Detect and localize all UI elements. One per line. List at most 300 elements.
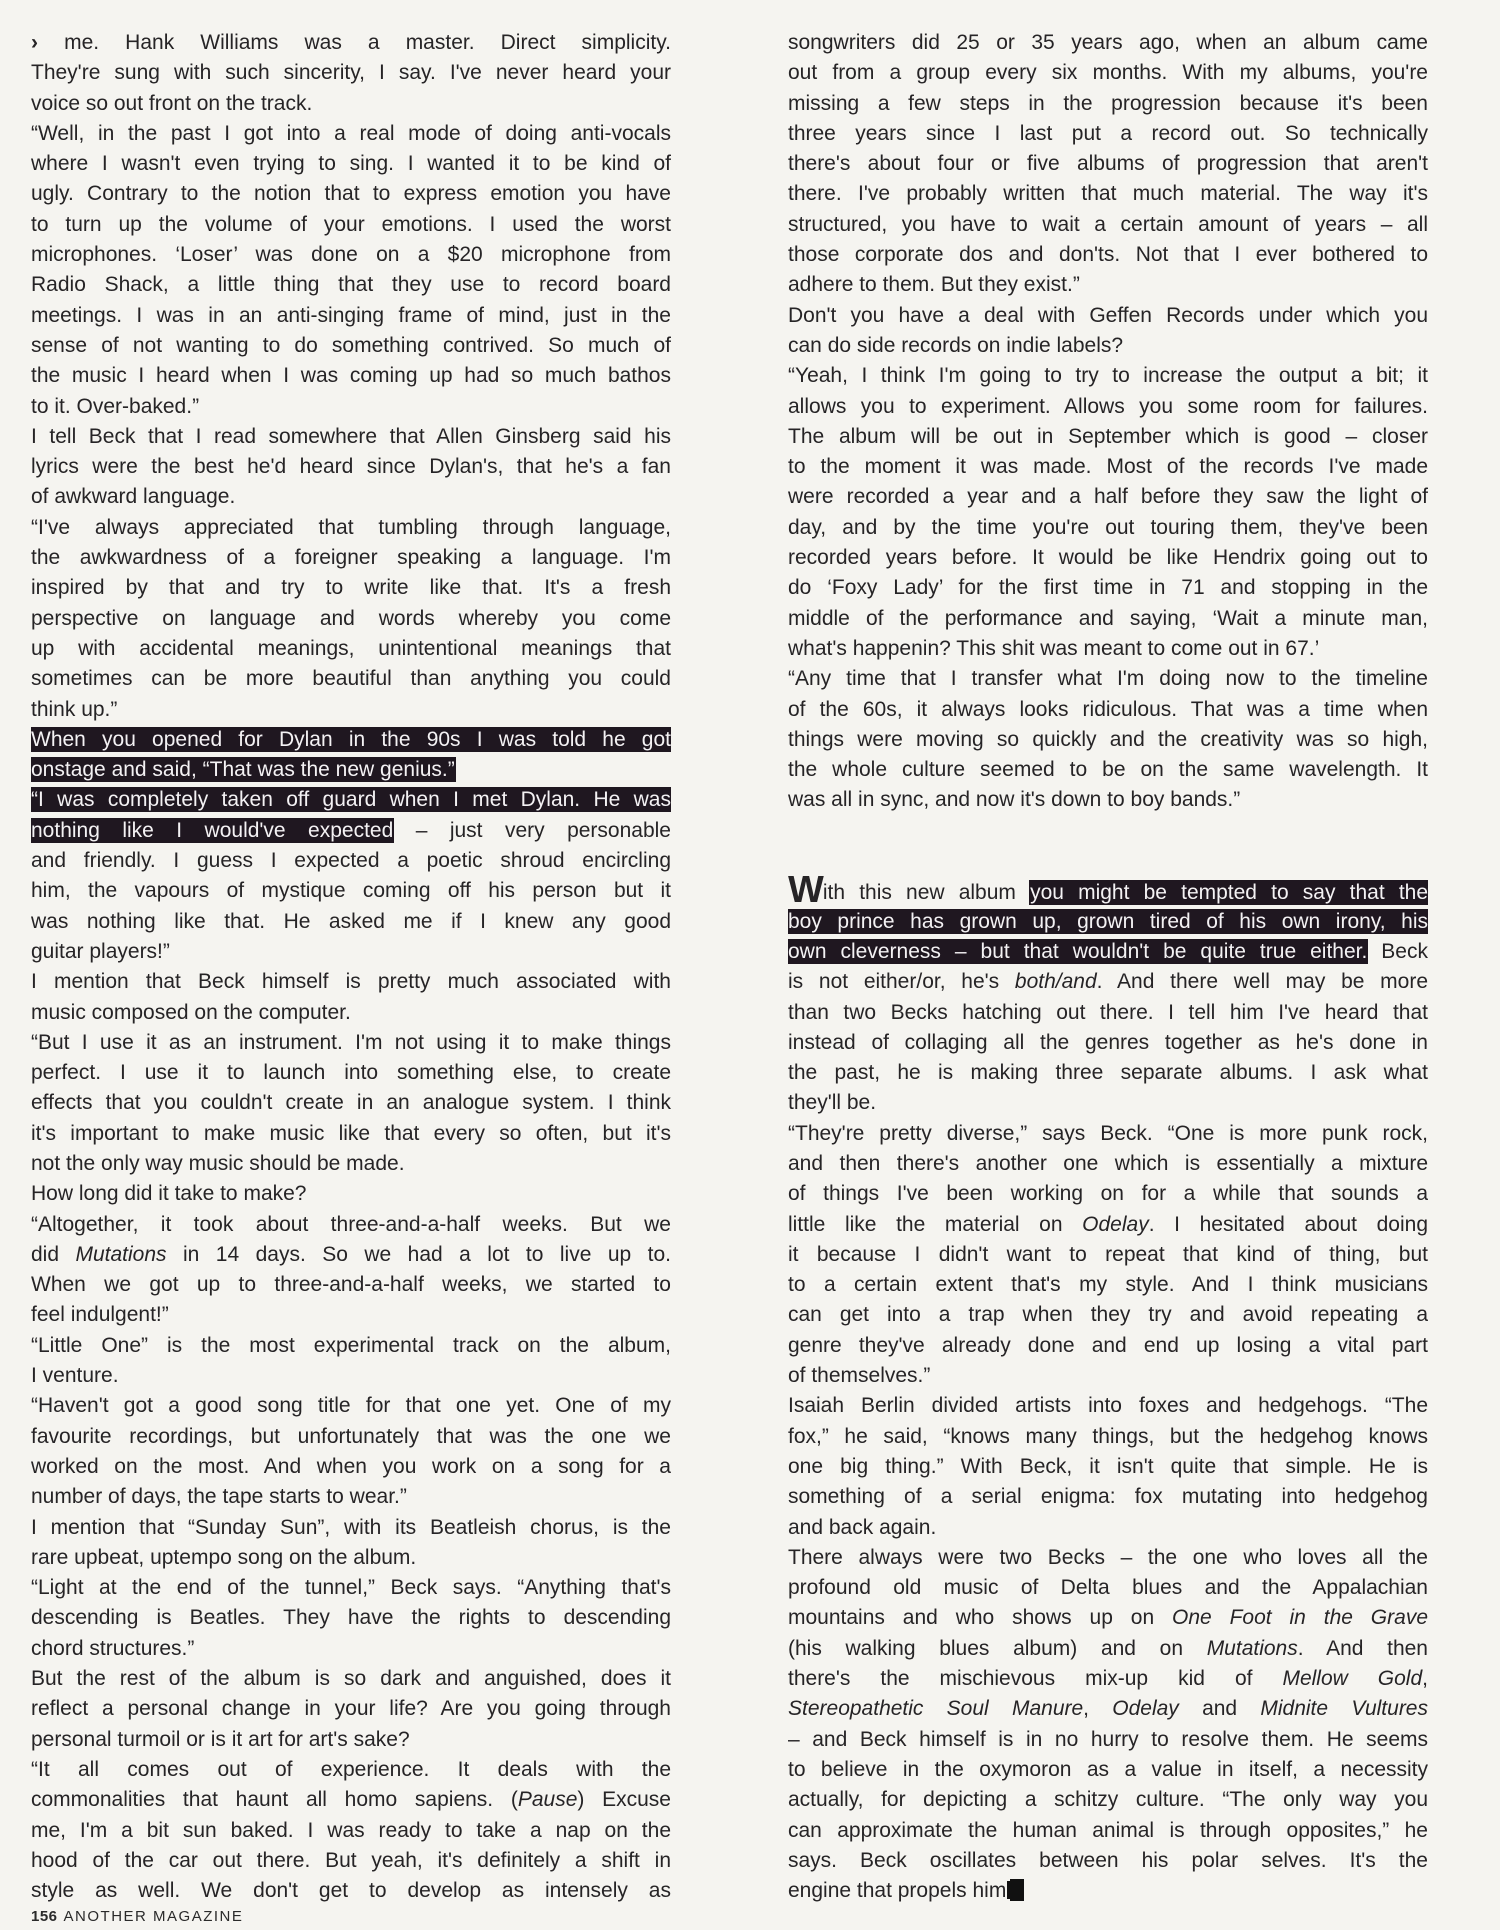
text-line: [31, 1664, 671, 1694]
paragraph: [31, 1179, 671, 1209]
text-segment: to the moment it was made. Most of the records I've made: [788, 455, 1428, 479]
text-line: [31, 1816, 671, 1846]
text-segment: ith this new album: [822, 881, 1031, 905]
end-of-article-icon: [1010, 1879, 1024, 1901]
text-segment: you might be tempted to say that the: [1030, 881, 1428, 905]
text-line: [31, 937, 671, 967]
text-segment: I venture.: [31, 1364, 119, 1388]
text-line: [788, 1785, 1428, 1815]
paragraph: [31, 1210, 671, 1331]
paragraph: [31, 967, 671, 1028]
text-segment: to a certain extent that's my style. And I think musicians: [788, 1273, 1428, 1297]
text-segment: it because I didn't want to repeat that kind of thing, but: [788, 1242, 1428, 1266]
text-segment: of the 60s, it always looks ridiculous. That was a time when: [788, 697, 1428, 721]
text-segment: actually, for depicting a schitzy culture. “The only way you: [788, 1788, 1428, 1812]
text-segment: I tell Beck that I read somewhere that Allen Ginsberg said his: [31, 424, 671, 448]
drop-cap: W: [788, 876, 822, 907]
text-segment: reflect a personal change in your life? Are you going through: [31, 1697, 671, 1721]
text-line: [31, 89, 671, 119]
text-line: [788, 664, 1428, 694]
text-segment: meetings. I was in an anti-singing frame of mind, just in the: [31, 303, 671, 327]
text-segment: number of days, the tape starts to wear.”: [31, 1485, 407, 1509]
text-segment: “Little One” is the most experimental track on the album,: [31, 1333, 671, 1357]
text-line: [788, 1694, 1428, 1724]
text-line: [788, 1179, 1428, 1209]
text-segment: recorded years before. It would be like Hendrix going out to: [788, 546, 1428, 570]
text-line: [788, 634, 1428, 664]
text-segment: sense of not wanting to do something contrived. So much of: [31, 333, 671, 357]
text-segment: Beck: [1367, 939, 1428, 963]
text-line: [31, 725, 671, 755]
text-line: [788, 89, 1428, 119]
paragraph: [31, 513, 671, 725]
text-segment: me, I'm a bit sun baked. I was ready to take a nap on the: [31, 1818, 671, 1842]
text-line: [31, 634, 671, 664]
text-segment: the music I heard when I was coming up had so much bathos: [31, 364, 671, 388]
text-segment: not the only way music should be made.: [31, 1151, 405, 1175]
text-line: [788, 1876, 1428, 1906]
text-segment: where I wasn't even trying to sing. I wanted it to be kind of: [31, 152, 671, 176]
text-segment: chord structures.”: [31, 1636, 195, 1660]
text-segment: boy prince has grown up, grown tired of his own irony, his: [788, 909, 1428, 933]
text-segment: commonalities that haunt all homo sapiens. (: [31, 1788, 518, 1812]
text-segment: up with accidental meanings, unintentional meanings that: [31, 636, 671, 660]
text-segment: think up.”: [31, 697, 118, 721]
text-segment: engine that propels him: [788, 1879, 1007, 1903]
text-segment: They're sung with such sincerity, I say. I've never heard your: [31, 61, 671, 85]
paragraph: [31, 422, 671, 513]
text-line: [31, 149, 671, 179]
text-segment: three years since I last put a record out. So technically: [788, 121, 1428, 145]
text-segment: and friendly. I guess I expected a poetic shroud encircling: [31, 849, 671, 873]
text-segment: and then there's another one which is essentially a mixture: [788, 1151, 1428, 1175]
highlighted-quote: [31, 728, 671, 751]
text-line: [788, 1452, 1428, 1482]
publication-name: ANOTHER MAGAZINE: [63, 1908, 244, 1925]
text-segment: “I was completely taken off guard when I met Dylan. He was: [31, 788, 671, 812]
highlighted-quote: [31, 819, 393, 842]
paragraph: [788, 664, 1428, 815]
text-line: [788, 58, 1428, 88]
text-segment: out from a group every six months. With my albums, you're: [788, 61, 1428, 85]
text-line: [788, 604, 1428, 634]
text-segment: allows you to experiment. Allows you some room for failures.: [788, 394, 1428, 418]
text-segment: the past, he is making three separate albums. I ask what: [788, 1061, 1428, 1085]
text-line: [788, 28, 1428, 58]
text-line: [788, 1846, 1428, 1876]
text-line: [31, 543, 671, 573]
text-segment: “They're pretty diverse,” says Beck. “One is more punk rock,: [788, 1121, 1428, 1145]
text-segment: there. I've probably written that much material. The way it's: [788, 182, 1428, 206]
text-line: [788, 1755, 1428, 1785]
text-segment: there's about four or five albums of progression that aren't: [788, 152, 1428, 176]
text-segment: those corporate dos and don'ts. Not that I ever bothered to: [788, 243, 1428, 267]
text-line: [31, 998, 671, 1028]
text-segment: “Any time that I transfer what I'm doing now to the timeline: [788, 667, 1428, 691]
text-segment: music composed on the computer.: [31, 1000, 351, 1024]
text-line: [31, 392, 671, 422]
paragraph: [31, 785, 671, 967]
text-line: [31, 422, 671, 452]
text-line: [31, 1240, 671, 1270]
text-line: [31, 755, 671, 785]
text-segment: inspired by that and try to write like that. It's a fresh: [31, 576, 671, 600]
text-line: [31, 1300, 671, 1330]
text-segment: was nothing like that. He asked me if I knew any good: [31, 909, 671, 933]
text-segment: day, and by the time you're out touring them, they've been: [788, 515, 1428, 539]
text-line: [788, 1149, 1428, 1179]
text-line: [31, 28, 671, 58]
text-line: [31, 846, 671, 876]
text-line: [788, 1300, 1428, 1330]
text-line: [788, 1664, 1428, 1694]
text-segment: mountains and who shows up on: [788, 1606, 1173, 1630]
text-line: [788, 785, 1428, 815]
text-segment: little like the material on: [788, 1212, 1083, 1236]
text-line: [788, 1210, 1428, 1240]
text-line: [31, 58, 671, 88]
text-segment: . I hesitated about doing: [1148, 1212, 1428, 1236]
text-segment: – and Beck himself is in no hurry to resolve them. He seems: [788, 1727, 1428, 1751]
text-segment: there's the mischievous mix-up kid of: [788, 1667, 1283, 1691]
text-segment: can get into a trap when they try and avoid repeating a: [788, 1303, 1428, 1327]
text-line: [788, 755, 1428, 785]
text-segment: hood of the car out there. But yeah, it's definitely a shift in: [31, 1848, 671, 1872]
text-segment: of awkward language.: [31, 485, 236, 509]
text-segment: instead of collaging all the genres together as he's done in: [788, 1030, 1428, 1054]
italic-title: Odelay: [1082, 1212, 1149, 1236]
text-line: [788, 1634, 1428, 1664]
text-line: [788, 301, 1428, 331]
text-segment: voice so out front on the track.: [31, 91, 313, 115]
paragraph: [31, 1028, 671, 1179]
italic-title: One Foot in the Grave: [1172, 1606, 1428, 1630]
text-line: [788, 1119, 1428, 1149]
text-line: [788, 1331, 1428, 1361]
text-segment: in 14 days. So we had a lot to live up to.: [166, 1242, 671, 1266]
text-line: [788, 1361, 1428, 1391]
text-line: [31, 1573, 671, 1603]
paragraph: [31, 119, 671, 422]
page-footer: [31, 1908, 243, 1925]
italic-title: both/and: [1014, 970, 1097, 994]
text-segment: “It all comes out of experience. It deals with the: [31, 1757, 671, 1781]
text-line: [31, 513, 671, 543]
text-segment: to turn up the volume of your emotions. I used the worst: [31, 212, 671, 236]
text-line: [31, 1603, 671, 1633]
text-segment: . And there well may be more: [1096, 970, 1428, 994]
text-line: [788, 573, 1428, 603]
article-column-left: [31, 28, 671, 1906]
text-line: [31, 1088, 671, 1118]
paragraph: [31, 1664, 671, 1755]
paragraph: [788, 361, 1428, 664]
text-segment: ,: [1083, 1697, 1113, 1721]
text-segment: – just very personable: [393, 818, 671, 842]
text-line: [788, 452, 1428, 482]
text-line: [31, 907, 671, 937]
highlighted-quote: [1030, 881, 1428, 904]
text-line: [31, 482, 671, 512]
text-segment: something of a serial enigma: fox mutating into hedgehog: [788, 1485, 1428, 1509]
text-line: [31, 301, 671, 331]
text-line: [31, 1270, 671, 1300]
text-line: [31, 1119, 671, 1149]
text-segment: favourite recordings, but unfortunately that was the one we: [31, 1424, 671, 1448]
text-line: [31, 1391, 671, 1421]
text-segment: profound old music of Delta blues and the Appalachian: [788, 1576, 1428, 1600]
text-line: [788, 876, 1428, 906]
text-segment: they'll be.: [788, 1091, 877, 1115]
text-line: [788, 1573, 1428, 1603]
text-line: [788, 1725, 1428, 1755]
text-line: [31, 179, 671, 209]
text-segment: “Altogether, it took about three-and-a-half weeks. But we: [31, 1212, 671, 1236]
paragraph: [788, 28, 1428, 301]
text-line: [31, 573, 671, 603]
paragraph: [788, 1391, 1428, 1542]
text-line: [31, 967, 671, 997]
paragraph: [788, 1543, 1428, 1907]
text-segment: perspective on language and words whereby you come: [31, 606, 671, 630]
text-line: [31, 1694, 671, 1724]
text-segment: can do side records on indie labels?: [788, 333, 1124, 357]
text-segment: middle of the performance and saying, ‘Wait a minute man,: [788, 606, 1428, 630]
text-segment: “But I use it as an instrument. I'm not using it to make things: [31, 1030, 671, 1054]
text-segment: nothing like I would've expected: [31, 818, 394, 842]
text-segment: one big thing.” With Beck, it isn't quite that simple. He is: [788, 1454, 1428, 1478]
text-line: [788, 119, 1428, 149]
paragraph: [31, 1573, 671, 1664]
text-line: [31, 604, 671, 634]
text-line: [788, 967, 1428, 997]
text-line: [31, 1179, 671, 1209]
text-segment: I mention that Beck himself is pretty much associated with: [31, 970, 671, 994]
text-segment: me. Hank Williams was a master. Direct simplicity.: [64, 31, 671, 54]
text-segment: “Light at the end of the tunnel,” Beck says. “Anything that's: [31, 1576, 671, 1600]
text-line: [788, 1240, 1428, 1270]
text-segment: When you opened for Dylan in the 90s I was told he got: [31, 727, 671, 751]
text-segment: genre they've already done and end up losing a vital part: [788, 1333, 1428, 1357]
text-segment: sometimes can be more beautiful than anything you could: [31, 667, 671, 691]
text-line: [31, 1028, 671, 1058]
text-segment: . And then: [1297, 1636, 1428, 1660]
text-segment: fox,” he said, “knows many things, but the hedgehog knows: [788, 1424, 1428, 1448]
text-segment: and: [1178, 1697, 1261, 1721]
text-segment: structured, you have to wait a certain amount of years – all: [788, 212, 1428, 236]
highlighted-quote: [31, 758, 455, 781]
text-segment: did: [31, 1242, 76, 1266]
text-segment: ugly. Contrary to the notion that to express emotion you have: [31, 182, 671, 206]
text-line: [788, 1270, 1428, 1300]
text-segment: rare upbeat, uptempo song on the album.: [31, 1545, 417, 1569]
text-segment: do ‘Foxy Lady’ for the first time in 71 and stopping in the: [788, 576, 1428, 600]
text-segment: (his walking blues album) and on: [788, 1636, 1207, 1660]
text-line: [788, 907, 1428, 937]
paragraph: [788, 301, 1428, 362]
text-line: [31, 1876, 671, 1906]
text-segment: than two Becks hatching out there. I tell him I've heard that: [788, 1000, 1428, 1024]
text-line: [31, 1422, 671, 1452]
text-segment: of themselves.”: [788, 1364, 931, 1388]
text-line: [788, 1816, 1428, 1846]
text-line: [788, 1482, 1428, 1512]
text-segment: feel indulgent!”: [31, 1303, 169, 1327]
text-segment: How long did it take to make?: [31, 1182, 307, 1206]
text-segment: “Yeah, I think I'm going to try to increase the output a bit; it: [788, 364, 1428, 388]
text-line: [788, 1543, 1428, 1573]
text-line: [31, 1482, 671, 1512]
paragraph: [31, 725, 671, 786]
text-segment: Radio Shack, a little thing that they use to record board: [31, 273, 671, 297]
text-line: [31, 1210, 671, 1240]
text-segment: “Haven't got a good song title for that one yet. One of my: [31, 1394, 671, 1418]
text-line: [788, 179, 1428, 209]
text-line: [31, 1513, 671, 1543]
text-line: [31, 331, 671, 361]
text-segment: I mention that “Sunday Sun”, with its Beatleish chorus, is the: [31, 1515, 671, 1539]
text-segment: to it. Over-baked.”: [31, 394, 200, 418]
text-line: [788, 1028, 1428, 1058]
continued-arrow-icon: ›: [31, 31, 65, 54]
text-line: [31, 1361, 671, 1391]
text-line: [31, 816, 671, 846]
italic-title: Pause: [517, 1788, 578, 1812]
text-segment: ) Excuse: [577, 1788, 671, 1812]
text-segment: The album will be out in September which is good – closer: [788, 424, 1428, 448]
text-segment: onstage and said, “That was the new genius.”: [31, 758, 455, 782]
text-line: [788, 361, 1428, 391]
text-line: [31, 785, 671, 815]
text-line: [788, 482, 1428, 512]
text-line: [31, 664, 671, 694]
text-line: [788, 1422, 1428, 1452]
text-segment: was all in sync, and now it's down to boy bands.”: [788, 788, 1241, 812]
paragraph: [31, 1513, 671, 1574]
text-line: [788, 240, 1428, 270]
text-line: [31, 1149, 671, 1179]
text-line: [788, 1391, 1428, 1421]
text-segment: “Well, in the past I got into a real mode of doing anti-vocals: [31, 121, 671, 145]
paragraph: [31, 28, 671, 119]
text-segment: were recorded a year and a half before they saw the light of: [788, 485, 1428, 509]
italic-title: Mellow Gold: [1282, 1667, 1423, 1691]
text-line: [31, 452, 671, 482]
article-column-right: [788, 28, 1428, 1906]
text-segment: There always were two Becks – the one who loves all the: [788, 1545, 1428, 1569]
section-break: [788, 816, 1428, 877]
text-segment: adhere to them. But they exist.”: [788, 273, 1080, 297]
text-segment: own cleverness – but that wouldn't be quite true either.: [788, 939, 1368, 963]
text-segment: the awkwardness of a foreigner speaking a language. I'm: [31, 546, 671, 570]
text-segment: But the rest of the album is so dark and anguished, does it: [31, 1667, 671, 1691]
text-line: [31, 876, 671, 906]
paragraph: [788, 1119, 1428, 1392]
text-segment: guitar players!”: [31, 939, 170, 963]
text-segment: says. Beck oscillates between his polar selves. It's the: [788, 1848, 1428, 1872]
highlighted-quote: [788, 910, 1428, 933]
text-line: [788, 422, 1428, 452]
text-line: [788, 1058, 1428, 1088]
text-line: [31, 1058, 671, 1088]
paragraph: [788, 876, 1428, 1118]
text-line: [31, 210, 671, 240]
text-line: [31, 119, 671, 149]
text-segment: Don't you have a deal with Geffen Records under which you: [788, 303, 1428, 327]
paragraph: [31, 1331, 671, 1392]
text-segment: things were moving so quickly and the creativity was so high,: [788, 727, 1428, 751]
text-segment: lyrics were the best he'd heard since Dylan's, that he's a fan: [31, 455, 671, 479]
text-segment: ,: [1422, 1667, 1428, 1691]
text-line: [788, 270, 1428, 300]
text-line: [31, 1725, 671, 1755]
italic-title: Stereopathetic Soul Manure: [788, 1697, 1084, 1721]
italic-title: Mutations: [75, 1242, 167, 1266]
page-number: 156: [31, 1908, 58, 1925]
text-line: [788, 725, 1428, 755]
text-line: [31, 1846, 671, 1876]
text-line: [31, 695, 671, 725]
text-segment: him, the vapours of mystique coming off his person but it: [31, 879, 671, 903]
text-segment: missing a few steps in the progression because it's been: [788, 91, 1428, 115]
text-line: [788, 392, 1428, 422]
text-segment: to believe in the oxymoron as a value in itself, a necessity: [788, 1757, 1428, 1781]
text-segment: the whole culture seemed to be on the same wavelength. It: [788, 758, 1428, 782]
highlighted-quote: [788, 940, 1367, 963]
text-line: [788, 149, 1428, 179]
text-segment: it's important to make music like that every so often, but it's: [31, 1121, 671, 1145]
text-segment: worked on the most. And when you work on a song for a: [31, 1454, 671, 1478]
text-segment: descending is Beatles. They have the rights to descending: [31, 1606, 671, 1630]
italic-title: Odelay: [1112, 1697, 1179, 1721]
paragraph: [31, 1755, 671, 1906]
text-segment: perfect. I use it to launch into something else, to create: [31, 1061, 671, 1085]
text-line: [31, 1785, 671, 1815]
text-line: [788, 998, 1428, 1028]
text-line: [788, 695, 1428, 725]
text-line: [788, 210, 1428, 240]
text-line: [31, 1452, 671, 1482]
text-segment: personal turmoil or is it art for art's sake?: [31, 1727, 410, 1751]
text-line: [788, 1088, 1428, 1118]
text-segment: what's happenin? This shit was meant to come out in 67.’: [788, 636, 1320, 660]
text-line: [31, 361, 671, 391]
text-segment: can approximate the human animal is through opposites,” he: [788, 1818, 1428, 1842]
text-line: [788, 1513, 1428, 1543]
text-segment: “I've always appreciated that tumbling through language,: [31, 515, 671, 539]
text-line: [788, 543, 1428, 573]
text-line: [31, 240, 671, 270]
highlighted-quote: [31, 788, 671, 811]
text-line: [31, 1755, 671, 1785]
text-segment: Isaiah Berlin divided artists into foxes and hedgehogs. “The: [788, 1394, 1428, 1418]
text-line: [788, 331, 1428, 361]
text-segment: of things I've been working on for a while that sounds a: [788, 1182, 1428, 1206]
text-segment: is not either/or, he's: [788, 970, 1015, 994]
text-line: [31, 1543, 671, 1573]
text-segment: When we got up to three-and-a-half weeks, we started to: [31, 1273, 671, 1297]
text-segment: and back again.: [788, 1515, 937, 1539]
text-segment: effects that you couldn't create in an analogue system. I think: [31, 1091, 671, 1115]
text-line: [788, 1603, 1428, 1633]
text-segment: songwriters did 25 or 35 years ago, when an album came: [788, 31, 1428, 54]
italic-title: Midnite Vultures: [1260, 1697, 1428, 1721]
text-line: [31, 270, 671, 300]
paragraph: [31, 1391, 671, 1512]
text-segment: microphones. ‘Loser’ was done on a $20 microphone from: [31, 243, 671, 267]
text-segment: style as well. We don't get to develop as intensely as: [31, 1879, 671, 1903]
text-line: [788, 513, 1428, 543]
